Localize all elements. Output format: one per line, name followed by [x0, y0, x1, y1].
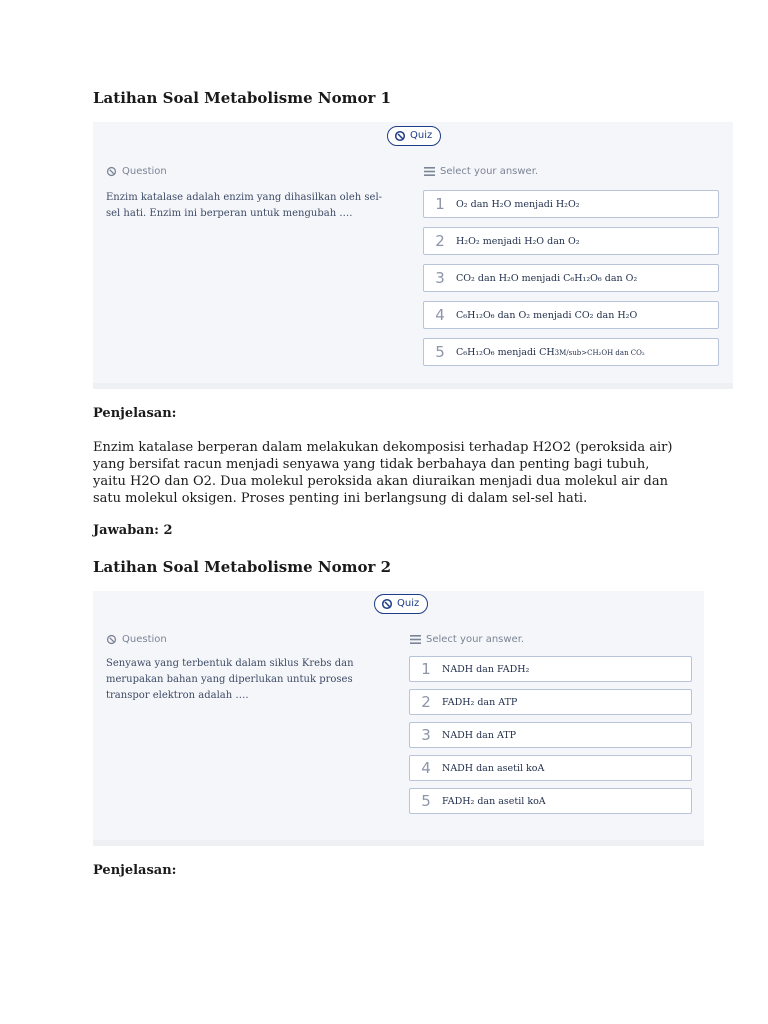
- answer-text: NADH dan FADH₂: [442, 663, 530, 675]
- answer-option-4[interactable]: [423, 301, 719, 329]
- question-text: Senyawa yang terbentuk dalam siklus Krebs dan merupakan bahan yang diperlukan untuk proses transpor elektron adalah ….: [106, 658, 354, 701]
- answer-option-1[interactable]: [423, 190, 719, 218]
- quiz-icon: [381, 598, 393, 610]
- answer-number: 2: [435, 232, 445, 250]
- explanation-heading-1: Penjelasan:: [93, 406, 177, 421]
- explanation-heading-2: Penjelasan:: [93, 863, 177, 878]
- answer-option-1[interactable]: [409, 656, 692, 682]
- answer-number: 4: [421, 759, 431, 777]
- question-label: Question: [122, 634, 167, 645]
- quiz-button[interactable]: [387, 126, 441, 146]
- question-label-row: [106, 634, 167, 645]
- answer-text: FADH₂ dan asetil koA: [442, 795, 546, 807]
- question-icon: [106, 634, 117, 645]
- answer-label-row: [424, 166, 538, 177]
- answer-text: NADH dan ATP: [442, 729, 517, 741]
- answer-label: Select your answer.: [426, 634, 525, 645]
- answer-text: [456, 347, 645, 358]
- question-label-row: [106, 166, 167, 177]
- answer-number: 5: [435, 343, 445, 361]
- question-text: Enzim katalase adalah enzim yang dihasilkan oleh sel-sel hati. Enzim ini berperan untuk mengubah ….: [106, 192, 383, 219]
- list-icon: [424, 167, 435, 176]
- section2-title: Latihan Soal Metabolisme Nomor 2: [93, 558, 392, 576]
- answer-number: 4: [435, 306, 445, 324]
- answer-text: H₂O₂ menjadi H₂O dan O₂: [456, 235, 580, 247]
- quiz-label: Quiz: [410, 130, 433, 141]
- answer-number: 1: [435, 195, 445, 213]
- answer-option-5[interactable]: [409, 788, 692, 814]
- answer-option-3[interactable]: [423, 264, 719, 292]
- answer-option-2[interactable]: [423, 227, 719, 255]
- answer-number: 1: [421, 660, 431, 678]
- question-icon: [106, 166, 117, 177]
- explanation-text-1: Enzim katalase berperan dalam melakukan dekomposisi terhadap H2O2 (peroksida air) yang bersifat racun menjadi senyawa yang tidak berbahaya dan penting bagi tubuh, yaitu H2O dan O2. Dua molekul peroksida akan diuraikan menjadi dua molekul air dan satu molekul oksigen. Proses penting ini berlangsung di dalam sel-sel hati.: [93, 440, 673, 506]
- answer-number: 2: [421, 693, 431, 711]
- answer-text-small: 3M/sub>CH₂OH dan CO₂: [554, 348, 645, 357]
- quiz-label: Quiz: [397, 598, 420, 609]
- answer-list: [409, 656, 692, 814]
- answer-list: [423, 190, 719, 366]
- answer-label: Select your answer.: [440, 166, 539, 177]
- quiz-button[interactable]: [374, 594, 428, 614]
- answer-number: 5: [421, 792, 431, 810]
- answer-text-main: C₆H₁₂O₆ menjadi CH: [456, 346, 555, 358]
- answer-option-2[interactable]: [409, 689, 692, 715]
- section1-title: Latihan Soal Metabolisme Nomor 1: [93, 89, 392, 107]
- answer-number: 3: [435, 269, 445, 287]
- question-label: Question: [122, 166, 167, 177]
- answer-text: NADH dan asetil koA: [442, 762, 545, 774]
- answer-text: C₆H₁₂O₆ dan O₂ menjadi CO₂ dan H₂O: [456, 309, 638, 321]
- answer-label-row: [410, 634, 524, 645]
- answer-option-5[interactable]: [423, 338, 719, 366]
- quiz-card-2: [93, 591, 704, 846]
- answer-option-4[interactable]: [409, 755, 692, 781]
- quiz-card-1: [93, 122, 733, 389]
- answer-text: O₂ dan H₂O menjadi H₂O₂: [456, 198, 580, 210]
- answer-line-1: Jawaban: 2: [93, 523, 173, 538]
- answer-number: 3: [421, 726, 431, 744]
- list-icon: [410, 635, 421, 644]
- answer-text: CO₂ dan H₂O menjadi C₆H₁₂O₆ dan O₂: [456, 272, 638, 284]
- answer-text: FADH₂ dan ATP: [442, 696, 518, 708]
- answer-option-3[interactable]: [409, 722, 692, 748]
- quiz-icon: [394, 130, 406, 142]
